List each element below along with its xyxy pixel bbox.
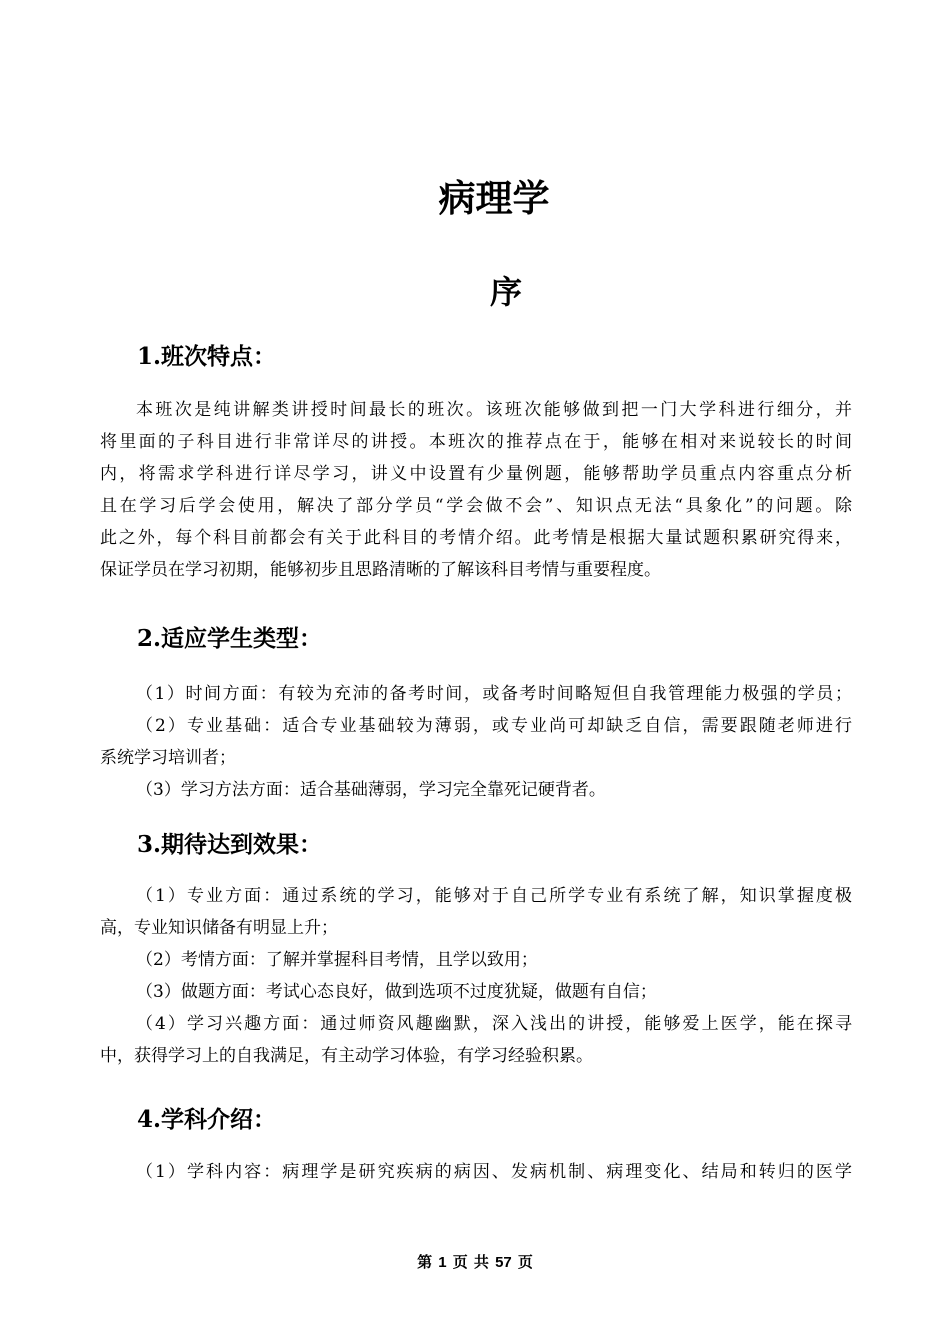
document-title: 病理学 (438, 176, 550, 220)
body-line: 本班次是纯讲解类讲授时间最长的班次。该班次能够做到把一门大学科进行细分，并 (136, 400, 852, 420)
list-item: （2）专业基础：适合专业基础较为薄弱，或专业尚可却缺乏自信，需要跟随老师进行 (136, 716, 852, 736)
section-heading-class-features: 1.班次特点： (137, 343, 277, 370)
body-line: 保证学员在学习初期，能够初步且思路清晰的了解该科目考情与重要程度。 (100, 560, 661, 580)
section-body-subject-intro (100, 1156, 852, 1188)
document-subtitle: 序 (489, 273, 522, 311)
list-item: （2）考情方面：了解并掌握科目考情，且学以致用； (136, 950, 538, 970)
list-item: （1）学科内容：病理学是研究疾病的病因、发病机制、病理变化、结局和转归的医学 (136, 1162, 852, 1182)
page-number-footer: 第 1 页 共 57 页 (417, 1254, 533, 1271)
section-heading-subject-intro: 4.学科介绍： (137, 1106, 277, 1133)
list-item-continuation: 高，专业知识储备有明显上升； (100, 918, 338, 938)
list-item: （1）时间方面：有较为充沛的备考时间，或备考时间略短但自我管理能力极强的学员； (136, 684, 852, 704)
section-heading-expected-effects: 3.期待达到效果： (137, 831, 323, 858)
section-body-expected-effects (100, 880, 852, 1072)
list-item: （3）学习方法方面：适合基础薄弱，学习完全靠死记硬背者。 (136, 780, 606, 800)
list-item: （4）学习兴趣方面：通过师资风趣幽默，深入浅出的讲授，能够爱上医学，能在探寻 (136, 1014, 852, 1034)
section-heading-student-types: 2.适应学生类型： (137, 625, 323, 652)
body-line: 内，将需求学科进行详尽学习，讲义中设置有少量例题，能够帮助学员重点内容重点分析 (100, 464, 852, 484)
section-body-student-types (100, 678, 852, 806)
list-item-continuation: 系统学习培训者； (100, 748, 236, 768)
body-line: 将里面的子科目进行非常详尽的讲授。本班次的推荐点在于，能够在相对来说较长的时间 (100, 432, 852, 452)
section-body-class-features (100, 394, 852, 586)
list-item: （1）专业方面：通过系统的学习，能够对于自己所学专业有系统了解，知识掌握度极 (136, 886, 852, 906)
body-line: 且在学习后学会使用，解决了部分学员“学会做不会”、知识点无法“具象化”的问题。除 (100, 496, 852, 516)
list-item-continuation: 中，获得学习上的自我满足，有主动学习体验，有学习经验积累。 (100, 1046, 593, 1066)
list-item: （3）做题方面：考试心态良好，做到选项不过度犹疑，做题有自信； (136, 982, 657, 1002)
body-line: 此之外，每个科目前都会有关于此科目的考情介绍。此考情是根据大量试题积累研究得来， (100, 528, 852, 548)
